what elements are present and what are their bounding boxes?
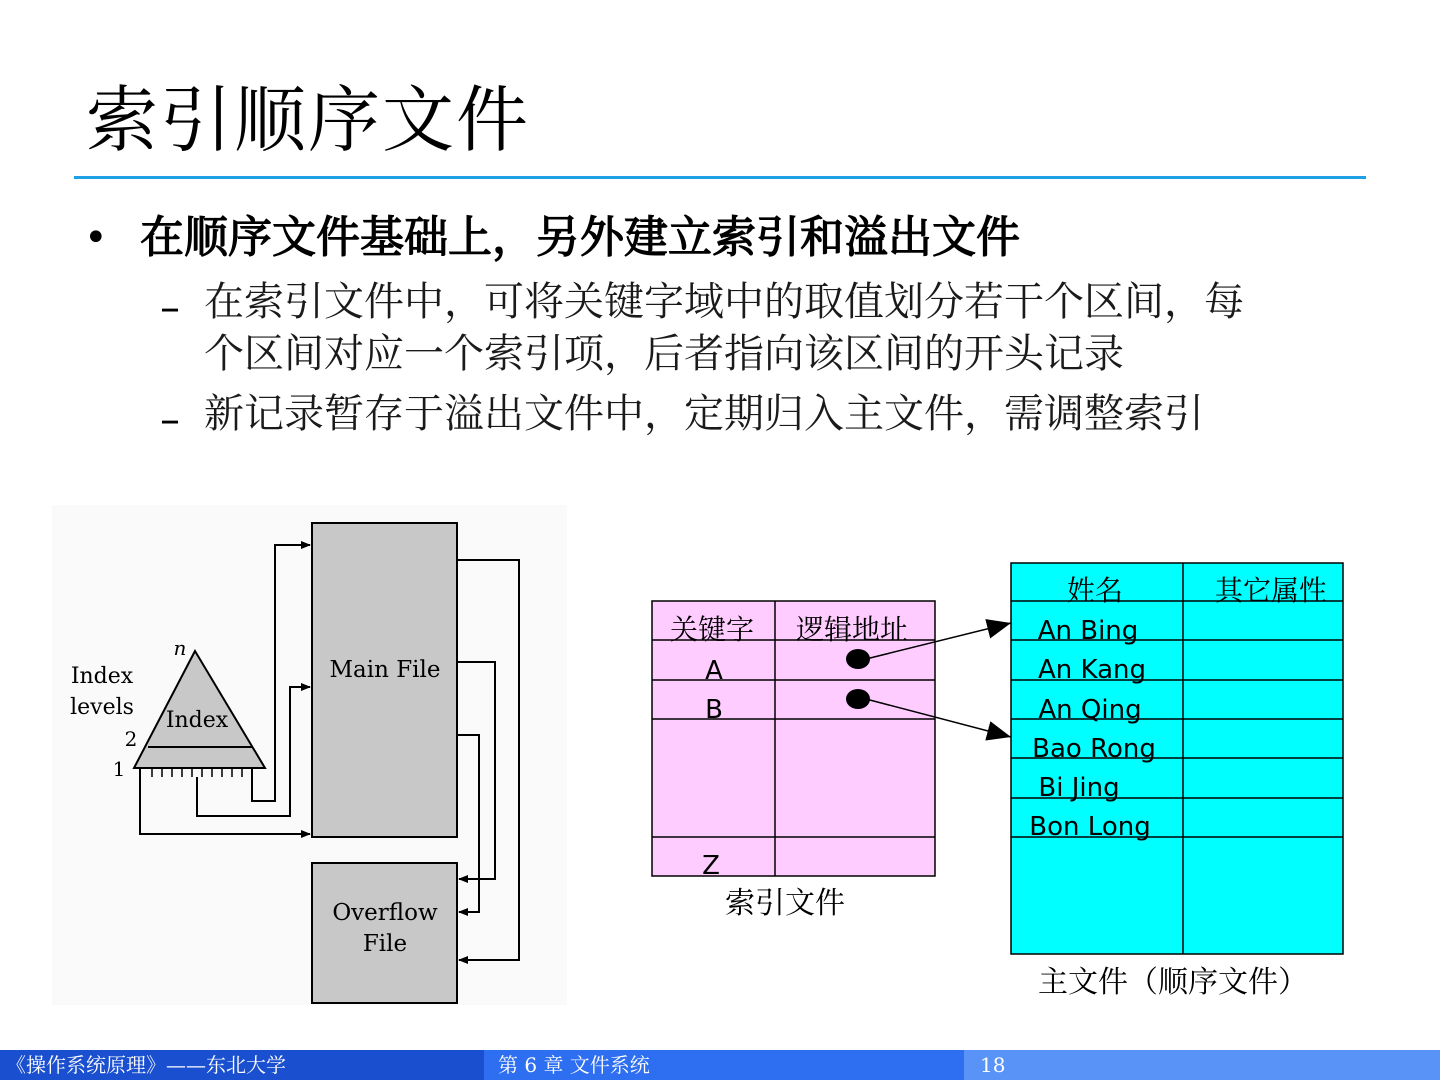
- level-n-label: n: [173, 636, 187, 660]
- sub-point-line-1: 在索引文件中，可将关键字域中的取值划分若干个区间，每: [204, 279, 1244, 325]
- overflow-file-label-1: Overflow: [332, 900, 438, 926]
- title-divider: [74, 176, 1366, 179]
- index-file-example-diagram: [640, 555, 1360, 1010]
- main-name-6: Bon Long: [1029, 812, 1151, 842]
- index-levels-label-2: levels: [70, 695, 134, 720]
- sub-bullet-dash: –: [160, 397, 180, 443]
- footer-book: [0, 1050, 484, 1080]
- sub-point-line-2: 个区间对应一个索引项，后者指向该区间的开头记录: [204, 331, 1124, 377]
- index-key-b: B: [705, 695, 723, 725]
- index-file-caption: 索引文件: [725, 886, 845, 921]
- level-1-label: 1: [112, 757, 126, 781]
- index-key-a: A: [705, 656, 723, 686]
- main-header-name: 姓名: [1066, 574, 1124, 607]
- index-header-address: 逻辑地址: [795, 613, 909, 646]
- overflow-file-label-2: File: [362, 931, 408, 957]
- sub-bullet-dash: –: [160, 285, 180, 331]
- footer-book-text: 《操作系统原理》——东北大学: [6, 1053, 286, 1077]
- level-2-label: 2: [124, 727, 138, 751]
- main-file-caption: 主文件（顺序文件）: [1038, 965, 1308, 1000]
- main-name-1: An Bing: [1037, 616, 1139, 646]
- index-header-key: 关键字: [669, 613, 755, 646]
- sub-point-line-3: 新记录暂存于溢出文件中，定期归入主文件，需调整索引: [204, 391, 1204, 437]
- bullet-marker: •: [84, 215, 108, 261]
- footer-chapter: [484, 1050, 964, 1080]
- main-name-3: An Qing: [1038, 695, 1142, 725]
- main-header-other: 其它属性: [1214, 574, 1328, 607]
- footer-page: [964, 1050, 1440, 1080]
- main-name-2: An Kang: [1037, 655, 1147, 685]
- main-name-4: Bao Rong: [1032, 734, 1156, 764]
- index-key-z: Z: [702, 851, 720, 881]
- main-file-label: Main File: [329, 657, 441, 683]
- index-levels-label-1: Index: [70, 664, 134, 689]
- index-sequential-diagram: [52, 505, 572, 1005]
- footer-chapter-text: 第 6 章 文件系统: [498, 1053, 650, 1077]
- index-label: Index: [165, 708, 229, 733]
- slide-footer: [0, 1050, 1440, 1080]
- page-number: 18: [980, 1053, 1006, 1077]
- slide-title: 索引顺序文件: [86, 78, 531, 162]
- main-name-5: Bi Jing: [1038, 773, 1120, 803]
- main-bullet: 在顺序文件基础上，另外建立索引和溢出文件: [140, 212, 1020, 263]
